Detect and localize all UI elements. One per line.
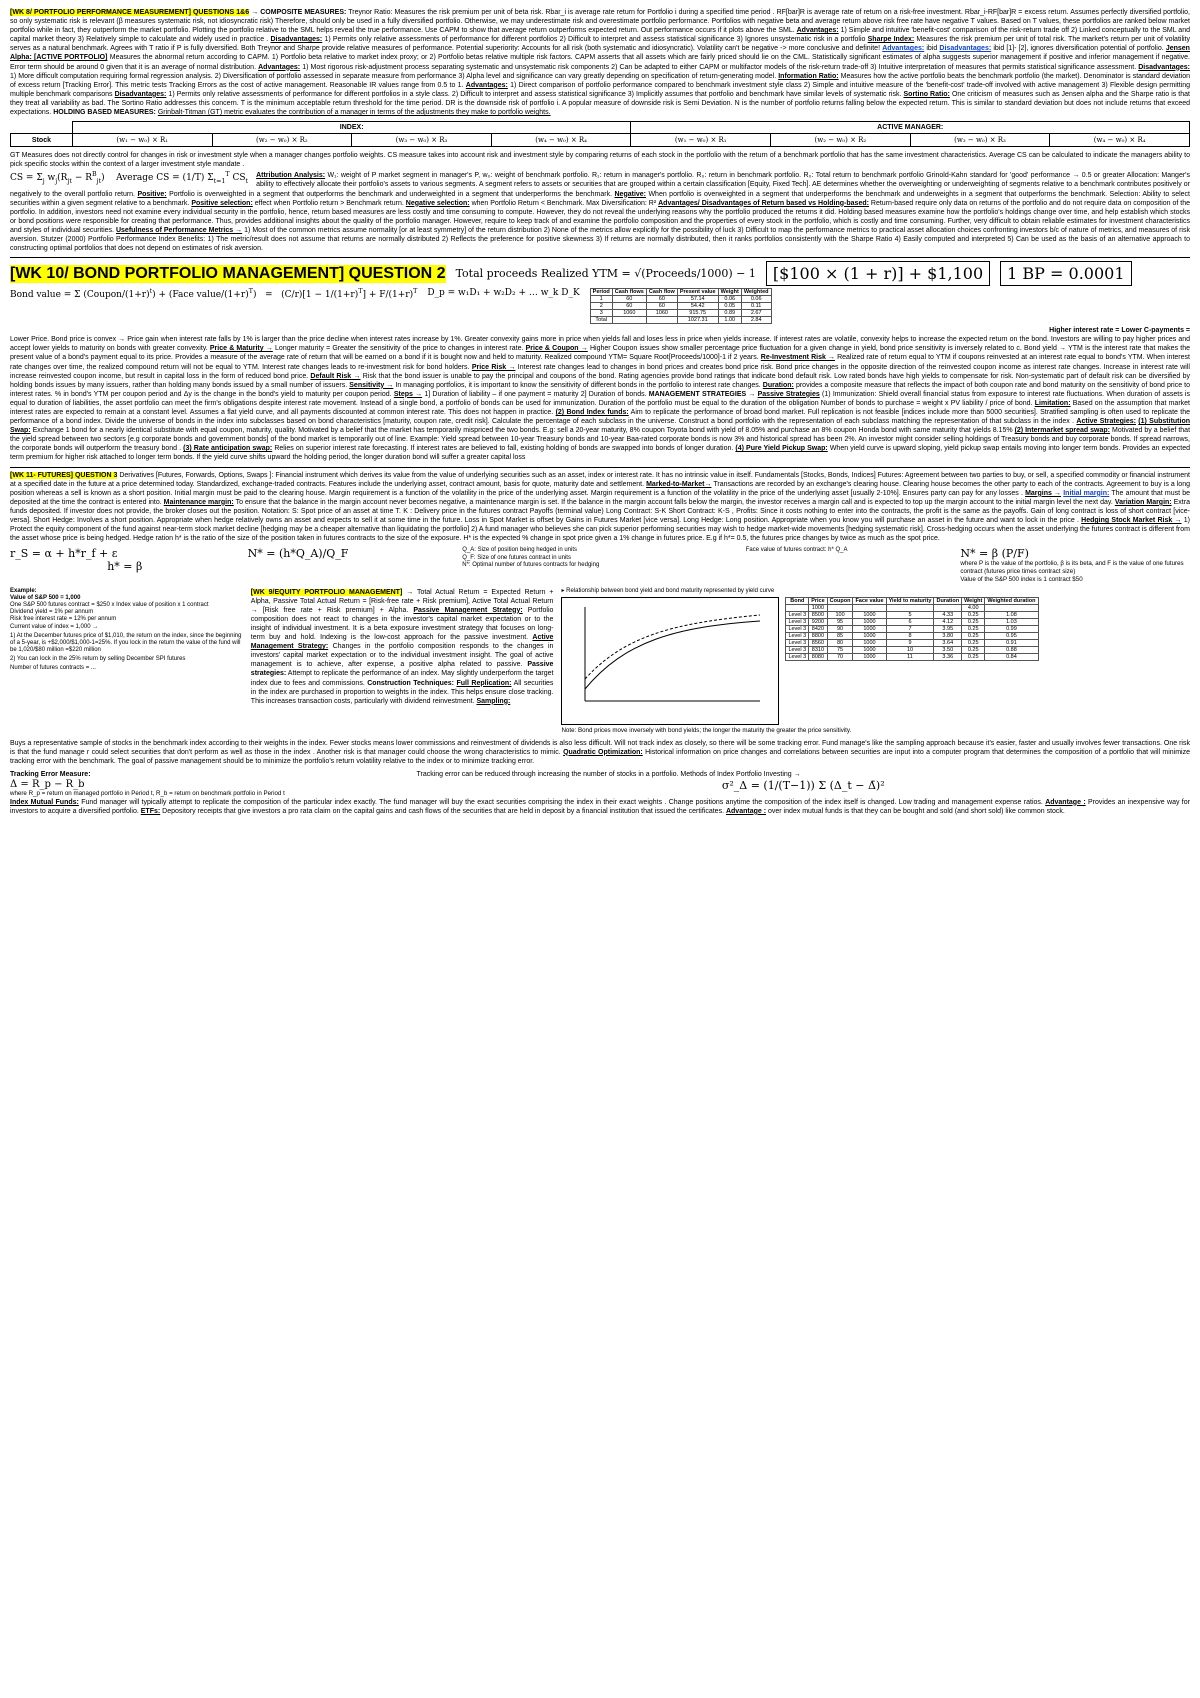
cell: 90 <box>827 625 853 632</box>
cell: 0.25 <box>962 625 985 632</box>
attribution-label: Attribution Analysis: <box>256 172 326 180</box>
cell: 1.08 <box>985 611 1038 618</box>
index-cell-3: (w₃ − w₀) × R₃ <box>352 134 492 147</box>
price-risk-body: Interest rate changes lead to changes in bond prices and creates bond price risk. Bond price changes in the opposite direction of the reinvested coupon income as interest rate changes. Increase in interest rate will increase reinvested coupon income, but result in capital loss in the form of reduced bond price. <box>10 363 1190 380</box>
bond-duration-mini-table <box>590 288 772 324</box>
mini-th-3: Present value <box>677 289 718 296</box>
yield-curve-panel <box>561 588 1190 735</box>
cell: 4.12 <box>934 618 962 625</box>
section-attribution <box>10 151 1190 253</box>
sampling-continuation <box>10 739 1190 766</box>
footer-block <box>10 798 1190 816</box>
cell <box>853 604 886 611</box>
advantage2-label: Advantage : <box>725 807 767 815</box>
sortino-label: Sortino Ratio: <box>903 90 950 98</box>
cell: 5 <box>886 611 934 618</box>
cell: 60 <box>646 303 677 310</box>
pure-yield-swap-label: (4) Pure Yield Pickup Swap: <box>735 445 828 453</box>
cell: 1.03 <box>985 618 1038 625</box>
table-row <box>590 310 771 317</box>
price-risk-label: Price Risk → <box>471 363 516 371</box>
cell: 2.84 <box>741 317 771 324</box>
rate-anticipation-swap-label: (3) Rate anticipation swap: <box>183 445 273 453</box>
initial-margin-body: The amount that must be deposited at the time the contract is entered into. <box>10 489 1190 506</box>
cell: 3.50 <box>934 646 962 653</box>
divider-1 <box>10 257 1190 258</box>
attribution-body: W₁: weight of P market segment in manager's P, w₀: weight of benchmark portfolio. R₁: return in manager's portfolio. R₀: return in benchmark portfolio. R₀: Total return to benchmark portfolio Grinold-Kahn standard for 'good' performance → 0.5 or greater Allocation: Manger's ability to effectively allocate their portfolio's assets to various segments. A segment refers to assets or securities that are grouped within a certain classification [Equity, Fixed Tech]. AE determines whether the overweighting or underweighting of segments relative to a benchmark contributes positively or negatively to the overall portfolio return. <box>10 172 1190 198</box>
disadvantages1: 1) Permits only relative assessments of performance for different portfolios 2) Difficult to interpret and assess statistical significance 3) Ignores unsystematic risk in a portfolio <box>324 36 866 44</box>
steps-body: 1] Duration of liability – if one payment = maturity 2] Duration of bonds. <box>424 390 647 398</box>
section5-intro: → Total Actual Return = Expected Return + Alpha, Passive Total Actual Return = [Risk-free rate + Risk premium], Active Total Actual Return → [Risk free rate + Risk premium] + Alpha. <box>250 588 554 614</box>
active-mgmt-label: Active Management Strategy: <box>250 634 554 651</box>
nbeta-where: where P is the value of the portfolio, β is its beta, and F is the value of one futures contract (futures price times contract size) <box>960 560 1184 576</box>
cell: 0.25 <box>962 646 985 653</box>
example-note-2: 2) You can lock in the 25% return by selling December SPI futures <box>10 656 186 663</box>
variation-margin-body: Extra funds deposited. If investor does not provide, the broker closes out the position. Notation: S: Spot price of an asset at time T. K : Delivery price in the futures contract Payoffs (terminal value) Long Contract: S-K Short Contract: K-S , Profits: Since it costs nothing to enter into the contracts, the profit is the same as the payoffs. Gain of long contract is loss of short contract [vice-versa]. Short Hedge: Involves a short position. Appropriate when hedge relatively owns an asset and expects to sell it at some time in the future. Loss in Spot Market is offset by Gains in Futures Market [vice versa]. Long Hedge: Long position. Appropriate when you know you will purchase an asset in the future and want to lock in the price . <box>10 498 1190 525</box>
info-ratio-body: Measures how the active portfolio beats the benchmark portfolio (the market). Denominator is standard deviation of excess return [Tracking Error]. This metric tests Tracking Errors as the cost of active management. Reasonable IR values range from 0.5 to 1. <box>10 72 1190 89</box>
cell: 0.25 <box>962 653 985 660</box>
reinvestment-label: Re-Investment Risk → <box>760 354 835 362</box>
example-line-1: Dividend yield = 1% per annum <box>10 609 94 616</box>
cell <box>646 317 677 324</box>
table-row <box>786 618 1038 625</box>
cell: 0.25 <box>962 618 985 625</box>
cell: 0.95 <box>985 632 1038 639</box>
cell: 8310 <box>809 646 827 653</box>
table-row <box>590 303 771 310</box>
cell: 1060 <box>612 310 646 317</box>
section1-arrow-label: → COMPOSITE MEASURES: <box>251 9 347 16</box>
portfolio-duration-formula: D_p = w₁D₁ + w₂D₂ + … w_k D_K <box>427 288 580 299</box>
divider-2 <box>10 467 1190 468</box>
bullet-icon: ▸ <box>561 587 567 594</box>
cell: 60 <box>612 303 646 310</box>
positive-selection-label: Positive selection: <box>191 199 253 207</box>
cell: Level 3 <box>786 611 809 618</box>
cell: 57.14 <box>677 296 718 303</box>
cell: 1000 <box>853 646 886 653</box>
jensen-body: Measures the abnormal return according to CAPM. 1) Portfolio beta relative to market index proxy; or 2) Portfolio betas relative multiple risk factors. CAPM asserts that all assets which are fairly priced should lie on the CML. Statistically significant estimates of alpha suggests superior management if positive and inferior management if negative. Error term should be around 0 given that it is an average of normal distribution. <box>10 54 1190 71</box>
disadvantages3-label: Disadvantages: <box>1138 63 1190 71</box>
yc-th-2: Coupon <box>827 597 853 604</box>
yield-curve-caption: Note: Bond prices move inversely with bond yields; the longer the maturity the greater the price sensitivity. <box>561 726 852 734</box>
etf-label: ETFs: <box>140 807 161 815</box>
price-coupon-body: Higher Coupon issues show smaller percentage price fluctuation for a given change in yield, bond price sensitivity is inversely related to c. Bond yield → YTM is the interest rate that makes the present value of a bond's payment equal to its price. Provides a measure of the average rate of return that will be earned on a bond if it is bought now and held to maturity. Realized compound YTM= Square Root[Proceeds/1000]-1 if 2 years. <box>10 345 1190 362</box>
qa-definition: Q_A: Size of position being hedged in units <box>462 547 577 554</box>
positive-body: Portfolio is overweighted in a segment that outperforms the benchmark and underweighted in a segment that underperforms the benchmark. <box>169 190 613 198</box>
cell: Level 3 <box>786 625 809 632</box>
example-note-1: 1) At the December futures price of $1,010, the return on the index, since the beginning of a 5-year, is +$2,000/$1,000-1=25%. If you lock in the return the value of the fund will be 1,020/$80 million =$220 million <box>10 632 242 654</box>
nstar-formula: N* = (h*Q_A)/Q_F <box>247 547 349 561</box>
table-row <box>590 296 771 303</box>
cell: 2.67 <box>741 310 771 317</box>
active-mgmt-body: Changes in the portfolio composition responds to the changes in investors' capital market expectation or to the individual investment insight. The goal of active management is to achieve, after expense, a positive alpha related to passive. <box>250 643 554 669</box>
n-definition: N*: Optimal number of futures contracts for hedging <box>462 561 600 568</box>
cell <box>827 604 853 611</box>
intermarket-swap-body: Motivated by a belief that the yield spread between two sectors [e.g corporate bonds and government bonds] of the bond market is temporarily out of line. Example: Yield spread between 10-year Treasury bonds and 10-year Baa-rated corporate bonds is now 3% and historical spread has been 2%. An investor might consider selling holdings of Treasury bonds and buy corporate bonds. If spread narrows, the corporate bonds will outperform the treasury bond . <box>10 427 1191 453</box>
cell: Level 3 <box>786 653 809 660</box>
hstar-formula: h* = β <box>107 560 143 574</box>
cell: 3 <box>590 310 612 317</box>
section3-heading: [WK 10/ BOND PORTFOLIO MANAGEMENT] QUESTION 2 <box>10 264 446 282</box>
futures-example-column <box>10 588 243 673</box>
active-cell-2: (w₂ − w₀) × R₂ <box>771 134 911 147</box>
advantages4-label: Advantages: <box>465 81 508 89</box>
negative-body: When portfolio is overweighted in a segment that underperforms the benchmark and underweights in a segment that outperforms the benchmark. Selection: Ability to select securities within a given segment relative to a benchmark. <box>10 190 1190 207</box>
cell: 1000 <box>809 604 827 611</box>
duration-label: Duration: <box>762 381 794 389</box>
cell: 1000 <box>853 625 886 632</box>
bond-index-funds-label: (2) Bond Index funds: <box>555 409 629 416</box>
cell: 3.80 <box>934 632 962 639</box>
index-mutual-funds-label: Index Mutual Funds: <box>10 798 79 806</box>
disadvantages4: 1) Permits only relative assessments of performance for different portfolios in a style class. 2) Difficult to interpret and assess statistical significance 3) Implicitly assumes that portfolio and benchmark have similar levels of systematic risk. <box>168 90 902 98</box>
futures-formula-row <box>10 547 1190 583</box>
cell <box>612 317 646 324</box>
holding-body: Grinbalt-Titman (GT) metric evaluates the contribution of a manager in terms of the adjustments they make to portfolio weights. <box>157 109 551 117</box>
index-header: INDEX: <box>72 122 631 134</box>
index-active-table <box>10 121 1190 147</box>
construction-label: Construction Techniques: <box>367 679 454 687</box>
yield-curve-bullet: Relationship between bond yield and bond maturity represented by yield curve <box>566 587 775 594</box>
table-row <box>786 639 1038 646</box>
table-row <box>786 653 1038 660</box>
cell: 2 <box>590 303 612 310</box>
mini-th-1: Cash flows <box>612 289 646 296</box>
default-risk-body: Risk that the bond issuer is unable to pay the principal and coupons of the bond. Rating agencies provide bond ratings that indicate bond default risk. Low rated bonds have high yields to compensate for risk. Non-systematic part of default risk can be diversified by holding bonds issues by many issuers, rather than holding many bonds issued by a small number of issuers. <box>10 372 1190 389</box>
mini-th-5: Weighted <box>741 289 771 296</box>
reinvestment-body: Realized rate of return equal to YTM if coupons reinvested at an interest rate equal to bond's YTM. When interest rate changes over time, the realized compound return will not be equal to YTM. Interest rate changes leads to re-investment risk for bond holders. <box>10 354 1190 371</box>
cell: 1027.31 <box>677 317 718 324</box>
mtm-label: Marked-to-Market→ <box>646 480 712 488</box>
cell: 80 <box>827 639 853 646</box>
cell: 915.75 <box>677 310 718 317</box>
cell: 0.84 <box>985 653 1038 660</box>
sensitivity-body: In managing portfolios, it is important to know the sensitivity of different bonds in the portfolio to interest rate changes. <box>395 381 761 389</box>
face-value-definition: Face value of futures contract: h* Q_A <box>745 547 848 554</box>
cell: 6 <box>886 618 934 625</box>
advantages1: 1) Simple and intuitive 'benefit-cost' comparison of the risk-return trade off 2) Linked conceptually to the SML and capital market theory 3) Relatively simple to calculate and widely used in practice . <box>10 27 1190 44</box>
disadvantages3: 1) More difficult computation requiring formal regression analysis. 2) Diversification of portfolio assessed in separate measure from performance 3) Alpha level and significance can vary greatly depending on specification of return-generating model. <box>10 72 777 80</box>
bp-box: 1 BP = 0.0001 <box>1000 261 1131 286</box>
disadvantages2-label: Disadvantages: <box>939 45 992 53</box>
cs-formula: CS = $\Sigma_j$ $w_j(R_{jt} - R^B_{jt})$ Average CS = (1/T) $\Sigma_{t=1}^T$ $CS_t$ <box>10 171 249 186</box>
tracking-error-formula-1: Δ = R_p − R_b <box>10 778 85 790</box>
passive-mgmt-body: Portfolio composition does not react to changes in the investor's capital market expectation or to the insight of individual investment. It is a beta exposure investment strategy that focuses on long-term buy and hold. Indexing is the low-cost approach for the passive investment. <box>250 606 554 642</box>
section-bond-portfolio <box>10 261 1190 462</box>
cell: Level 3 <box>786 639 809 646</box>
cell: 7 <box>886 625 934 632</box>
cell: 0.11 <box>741 303 771 310</box>
yc-th-3: Face value <box>853 597 886 604</box>
cell: 70 <box>827 653 853 660</box>
table-row <box>786 625 1038 632</box>
active-cell-3: (w₃ − w₀) × R₃ <box>910 134 1050 147</box>
passive-strategies-label: Passive Strategies <box>757 390 820 398</box>
maintenance-margin-body: To ensure that the balance in the margin account never becomes negative, a maintenance margin is set. If the balance in the margin account falls below the margin, the investor receives a margin call and is expected to top up the margin account to the initial margin level the next day. <box>235 498 1113 506</box>
variation-margin-label: Variation Margin: <box>1114 498 1172 506</box>
disadvantages1-label: Disadvantages: <box>270 36 323 44</box>
passive-strategies2-label: Passive strategies: <box>250 661 554 678</box>
tracking-error-note: where R_p = return on managed portfolio in Period t, R_b = return on benchmark portfolio in Period t <box>10 789 285 797</box>
active-cell-4: (w₄ − w₀) × R₄ <box>1050 134 1190 147</box>
margins-label: Margins → <box>1025 489 1062 497</box>
table-row <box>590 317 771 324</box>
weights-table <box>10 121 1190 147</box>
info-ratio-label: Information Ratio: <box>778 72 839 80</box>
advantage2-body: over index mutual funds is that they can be bought and sold (and short sold) like common stock. <box>767 807 1065 815</box>
cell: Level 3 <box>786 632 809 639</box>
tracking-error-formula-2: σ²_Δ = (1/(T−1)) Σ (Δ_t − Δ̄)² <box>721 778 885 792</box>
sampling-label: Sampling: <box>476 697 511 705</box>
tracking-footer-text: Tracking error can be reduced through increasing the number of stocks in a portfolio. Methods of Index Portfolio Investing → <box>416 770 801 778</box>
quadratic-body: Historical information on price changes and correlations between securities are input into a computer program that determines the composition of a portfolio that will minimize tracking error with the benchmark. The goal of passive management should be to minimize the portfolio's return volatility relative to the index or to minimize tracking error. <box>10 748 1190 765</box>
mini-th-0: Period <box>590 289 612 296</box>
cell: Level 3 <box>786 646 809 653</box>
cell: 0.05 <box>718 303 741 310</box>
cell: 9 <box>886 639 934 646</box>
cell: 10 <box>886 646 934 653</box>
cell <box>985 604 1038 611</box>
substitution-swap-body: Exchange 1 bond for a nearly identical substitute with equal coupon, maturity, quality. Motivated by a belief that the market has temporarily mispriced the two bonds. E.g: sell a 20-year maturity, 8% coupon Toyota bond with yield of 8.05% and purchase an 8% coupon Honda bond with same maturity that yields 8.15% <box>32 427 1013 435</box>
cell: 9200 <box>809 618 827 625</box>
coupon-note: Higher interest rate = Lower C-payments = <box>1049 327 1190 335</box>
example-line-0: One S&P 500 futures contract = $250 x Index value of position x 1 contract <box>10 601 209 608</box>
table-row <box>786 646 1038 653</box>
cell: 0.88 <box>985 646 1038 653</box>
etf-body: Depository receipts that give investors a pro rata claim on the capital gains and cash flows of the securities that are held in deposit by a financial institution that issued the certificates. <box>162 807 725 815</box>
adv-dis-body: Return-based require only data on returns of the portfolio and do not require data on composition of the portfolio. In addition, investors need not examine every individual security in the portfolio, hence, return based measures are less costly and time consuming to compute. However, they do not reveal the underlying reasons why the portfolio produced the returns it did. Holding based measures examine how the portfolio's holdings change over time, and help establish which stocks or bond positions were responsible for creating that performance. Thus, provides additional insights about the quality of the portfolio manager. However, require to keep track of and examine the portfolio composition and the properties of every stock in the portfolio, which is costly and time consuming. Further, very difficult to obtain reliable estimates for investment characteristics and styles of individual securities. <box>10 199 1190 234</box>
sortino-body: One criticism of measures such as Jensen alpha and the Sharpe ratio is that they treat all variability as bad. The Sortino Ratio addresses this concern. T is the minimum acceptable return threshold for the time period. DR is the downside risk of portfolio i. A popular measure of downside risk is Semi Deviation. N is the number of portfolio returns falling below the expected return. This is similar to standard deviation but does not include returns that exceed expectations. <box>10 90 1190 117</box>
cell: 75 <box>827 646 853 653</box>
usefulness-label: Usefulness of Performance Metrics → <box>115 226 243 234</box>
index-cell-2: (w₂ − w₀) × R₂ <box>212 134 352 147</box>
cell: 3.64 <box>934 639 962 646</box>
example-note-3: Number of futures contracts = ... <box>10 665 96 672</box>
cell: 8500 <box>809 611 827 618</box>
section-equity-portfolio <box>251 588 554 707</box>
cell: 3.95 <box>934 625 962 632</box>
index-mutual-funds-body: Fund manager will typically attempt to replicate the composition of the particular index exactly. The fund manager will buy the exact securities comprising the index in their exact weights . Change positions anytime the composition of the index itself is changed. Low trading and management expense ratios. <box>81 798 1043 806</box>
quadratic-label: Quadratic Optimization: <box>563 748 643 756</box>
section4-body: Derivatives [Futures, Forwards, Options, Swaps ]: Financial instrument which derives its value from the value of underlying securities such as an asset, index or interest rate. It has no intrinsic value in itself. Fundamentals [Stocks, Bonds, Indices] Futures: Agreement between two parties to buy, or sell, a specified commodity or financial instrument at a specified date in the future at a price determined today. Standardized, exchange-traded contracts. Features include the underlying asset, contract amount, basis for quote, maturity date and settlement. <box>10 471 1190 488</box>
active-header: ACTIVE MANAGER: <box>631 122 1190 134</box>
section1-body1: Treynor Ratio: Measures the risk premium per unit of beta risk. Rbar_i is average rate return for Portfolio i during a specified time period . RF[bar]R is average rate of return on a risk-free investment. Rbar_i-RF[bar]R = excess return. Assumes perfectly diversified portfolio, so only systematic risk is relevant (β measures systematic risk, not idiosyncratic risk) Therefore, should only be used in a fully diversified portfolio. Otherwise, we may underestimate risk and overestimate portfolio performance. Portfolios with negative beta and average return above risk free rate have negative T values. Based on T values, these portfolios are ranked below market portfolio while in fact, they outperform the market portfolio. Plotting the portfolio relative to the SML helps reveal the true performance. Use CAPM to show that average return outperforms expected return. Out performance occurs if it plots above the SML. <box>10 9 1190 35</box>
yc-th-5: Duration <box>934 597 962 604</box>
jensen-label: Jensen Alpha: [ACTIVE PORTFOLIO] <box>10 45 1190 62</box>
sharpe-label: Sharpe Index: <box>867 36 915 44</box>
cell: 0.99 <box>985 625 1038 632</box>
cell: 0.25 <box>962 611 985 618</box>
section4-heading: [WK 11- FUTURES] QUESTION 3 <box>10 471 118 479</box>
mini-th-2: Cash flow <box>646 289 677 296</box>
cashflow-box: [$100 × (1 + r)] + $1,100 <box>766 261 990 286</box>
tracking-error-label: Tracking Error Measure: <box>10 770 91 778</box>
cell: 1000 <box>853 618 886 625</box>
cell: 0.25 <box>962 639 985 646</box>
example-label: Example: <box>10 587 37 594</box>
cell: 8560 <box>809 639 827 646</box>
full-replication-body: All securities in the index are purchased in proportion to weights in the index. This helps ensure close tracking. This increases transaction costs, particularly with dividend reinvestment. <box>250 679 554 705</box>
advantage-body: Provides an inexpensive way for investors to acquire a diversified portfolio. <box>10 798 1190 815</box>
price-maturity-body: Longer maturity = Greater the sensitivity of the price to changes in interest rate. <box>275 345 524 353</box>
initial-margin-label: Initial margin: <box>1063 489 1110 497</box>
cell: 1 <box>590 296 612 303</box>
example-title: Value of S&P 500 = 1,000 <box>10 594 81 601</box>
cell: 0.06 <box>741 296 771 303</box>
cell: 60 <box>612 296 646 303</box>
index-cell-4: (w₄ − w₀) × R₄ <box>491 134 631 147</box>
limitation-label: Limitation: <box>1034 399 1071 407</box>
hedging-body: 1) Protect the equity component of the fund against near-term stock market decline [hedging may be a cheaper alternative than liquidating the portfolio] 2) A fund manager who believes she can pick superior performing securities may wish to hedge market-wide movements [hedging systematic risk]. Cross-hedging occurs when the asset underlying the futures contract is different from the asset whose price is being hedged. Hedge ration h* is the ratio of the size of the position taken in futures contracts to the size of the exposure. H* is the expected % change in spot price given a 1% change in futures price. E.g if h*= 0.5, the futures price changes by twice as much as the spot price. <box>10 517 1190 543</box>
usefulness-body: 1) Most of the common metrics assume normality [or at least symmetry] of the return distribution 2) None of the metrics allow explicitly for the possibility of luck 3) Difficult to map the performance metrics to practical asset allocation choices confronting investors b/c of nature of metrics, and measures of risk aversion. Stutzer (2000) Portfolio Performance Index Benefits: 1) The metric/result does not assume that returns are normally distributed 2) Reflects the preference for positive skewness 3) If returns are normally distributed, then it ranks portfolios consistently with the Sharpe Ratio 4) Easily computed and interpreted 5) Can be used as the basis of an alternative approach to constructing optimal portfolios that does not depend on estimates of risk aversion. <box>10 226 1190 253</box>
cell: 0.06 <box>718 296 741 303</box>
section3-body: Lower Price. Bond price is convex → Price gain when interest rate falls by 1% is larger than the price decline when interest rates increase by 1%. Greater convexity gains more in price when yields fall and loses less in price when yields increase. If interest rates are volatile, convexity helps to increase the expected return on the bond. Investors are willing to pay higher prices and accept lower yields to maturity on bonds with greater convexity. <box>10 336 1190 353</box>
cell: 60 <box>646 296 677 303</box>
cell: 1060 <box>646 310 677 317</box>
yield-curve-svg <box>565 601 765 713</box>
cell: 54.42 <box>677 303 718 310</box>
positive-label: Positive: <box>137 190 167 198</box>
cell: 1000 <box>853 639 886 646</box>
bond-value-formula: Bond value = Σ $(Coupon/(1+r)^t)$ + (Face value/$(1+r)^T) = (C/r)[1 - 1/(1+r)^T] + F/(1+r)^T$ <box>10 288 418 301</box>
advantages1-label: Advantages: <box>796 27 839 35</box>
sharpe-body: Measures the risk premium per unit of total risk. The market's return per unit of volatility serves as a natural benchmark. Agrees with T ratio if P is fully diversified. Both Treynor and Sharpe provide relative measures of performance. Potential superiority: Accounts for all risk (both systematic and idiosyncratic). Volatility can't be negative -> more conclusive and definite! <box>10 36 1190 53</box>
section-portfolio-performance <box>10 8 1190 117</box>
section-futures <box>10 471 1190 544</box>
adv-dis-label: Advantages/ Disadvantages of Return based vs Holding-based: <box>658 199 869 207</box>
bond-yield-table <box>785 597 1038 661</box>
substitution-swap-label: (1) Substitution Swap: <box>10 418 1191 435</box>
sp-index-note: Value of the S&P 500 index is 1 contract $50 <box>960 575 1083 583</box>
section2-intro: GT Measures does not directly control for changes in risk or investment style when a manager changes portfolio weights. CS measure takes into account risk and investment style by comparing returns of each stock in the portfolio with the return of a benchmark portfolio that has the same investment characteristics. Average CS can be calculated to indicate the managers ability to pick specific stocks within the context of a larger investment style mandate . <box>10 152 1190 169</box>
sensitivity-label: Sensitivity → <box>349 381 394 389</box>
passive-strategies2-body: Attempt to replicate the performance of an index. May slightly underperform the target index due to fees and commissions. <box>250 670 554 687</box>
negative-selection-label: Negative selection: <box>405 199 470 207</box>
mini-th-4: Weight <box>718 289 741 296</box>
cell <box>886 604 934 611</box>
cell: 8420 <box>809 625 827 632</box>
hedging-label: Hedging Stock Market Risk → <box>1081 517 1182 525</box>
advantages3: 1) Most rigorous risk-adjustment process separating systematic and unsystematic risk components 2) Can be adapted to either CAPM or multifactor models of the risk-return trade-off 3) Intuitive interpretation of measures that permits statistical significance assessment. <box>302 63 1137 71</box>
negative-selection-body: when Portfolio Return < Benchmark. Max Diversification: R² <box>471 199 657 207</box>
cell: 0.91 <box>985 639 1038 646</box>
index-cell-1: (w₁ − w₀) × R₁ <box>72 134 212 147</box>
lower-columns <box>10 588 1190 735</box>
full-replication-label: Full Replication: <box>456 679 512 687</box>
positive-selection-body: effect when Portfolio return > Benchmark return. <box>254 199 404 207</box>
yc-th-4: Yield to maturity <box>886 597 934 604</box>
bond-index-funds-body: Aim to replicate the performance of broad bond market. Full replication is not feasible [indices include more than 5000 securities]. Stratified sampling is often used to replicate the performance of a bond index. Divide the universe of bonds in the index into subclasses based on bond characteristics [maturity, coupon rate, credit risk]. Calculate the percentage of each subclass in the universe. Construct a bond portfolio with the representation of each subclass matching the representation of that subclass in the index . <box>10 409 1190 426</box>
yc-th-1: Price <box>809 597 827 604</box>
row-label-stock: Stock <box>11 134 73 147</box>
yc-th-6: Weight <box>962 597 985 604</box>
tracking-error-row <box>10 770 1190 798</box>
holding-label: HOLDING BASED MEASURES: <box>53 109 156 117</box>
price-maturity-label: Price & Maturity → <box>209 345 273 353</box>
cell: 1.00 <box>718 317 741 324</box>
table-row <box>786 611 1038 618</box>
default-risk-label: Default Risk → <box>310 372 361 380</box>
cell: 1000 <box>853 653 886 660</box>
proceeds-equation: Total proceeds Realized YTM = √(Proceeds/1000) − 1 <box>455 267 756 281</box>
cell: 3.36 <box>934 653 962 660</box>
cell <box>934 604 962 611</box>
cell <box>786 604 809 611</box>
cell: 8 <box>886 632 934 639</box>
yc-th-7: Weighted duration <box>985 597 1038 604</box>
cell: 1000 <box>853 611 886 618</box>
table-row <box>786 632 1038 639</box>
limitation-body: Based on the assumption that market interest rates are expected to remain at a constant level. Assumes a flat yield curve, and all payments discounted at common interest rate. This does not happen in practice. <box>10 399 1190 416</box>
disadvantages4-label: Disadvantages: <box>114 90 167 98</box>
mgmt-strategies-label: MANAGEMENT STRATEGIES → <box>648 390 756 398</box>
cell: 8080 <box>809 653 827 660</box>
nbeta-formula: N* = β (P/F) <box>960 547 1029 561</box>
cell: Level 3 <box>786 618 809 625</box>
yield-curve-chart <box>561 597 779 725</box>
qf-definition: Q_F: Size of one futures contract in units <box>462 554 571 561</box>
mtm-body: Transactions are recorded by an exchange's clearing house. Clearing house becomes the other party to each of the contracts. Agreement to buy is a long position whereas a sell is known as a short position. Initial margin must be paid to the clearing house. Margin requirement is a function of the volatility in the price of the underlying asset. Margin requirement is a function of the volatility in the price of the underlying asset [usually 2-10%]. Ensures party can pay for any losses . <box>10 480 1190 497</box>
example-line-2: Risk free interest rate = 12% per annum <box>10 616 117 623</box>
cell: Total <box>590 317 612 324</box>
active-strategies-label: Active Strategies: <box>1076 418 1136 426</box>
cell: 0.25 <box>962 632 985 639</box>
cell: 95 <box>827 618 853 625</box>
intermarket-swap-label: (2) Intermarket spread swap: <box>1014 427 1111 435</box>
advantage-label: Advantage : <box>1045 798 1086 806</box>
section1-heading: [WK 8/ PORTFOLIO PERFORMANCE MEASUREMENT] QUESTIONS 1&6 <box>10 9 250 16</box>
example-line-3: Current value of index = 1,000 → <box>10 623 99 630</box>
rate-anticipation-swap-body: Relies on superior interest rate forecasting. If interest rates are believed to fall, existing holding of bonds are swapped into bonds of longer duration. <box>274 445 734 453</box>
maintenance-margin-label: Maintenance margin: <box>163 498 234 506</box>
passive-mgmt-label: Passive Management Strategy: <box>413 606 523 614</box>
cell: 100 <box>827 611 853 618</box>
advantages4: 1) Direct comparison of portfolio performance compared to benchmark investment style class 2) Simple and intuitive measure of the 'benefit-cost' trade-off involved with active management 3) Flexible design permitting multiple benchmark comparisons <box>10 81 1190 98</box>
duration-body: provides a composite measure that reflects the impact of both coupon rate and bond maturity on the sensitivity of bond price to interest rates. % in bond's YTM per coupon period and Δy is the change in the bond's yield to maturity per coupon period. <box>10 381 1191 398</box>
price-coupon-label: Price & Coupon → <box>525 345 588 353</box>
cell: 1000 <box>853 632 886 639</box>
negative-label: Negative: <box>614 190 647 198</box>
pure-yield-swap-body: When yield curve is upward sloping, yield pickup swap entails moving into longer term bonds. Provides an expected term premium for higher risk attached to longer term bonds. If the yield curve shifts upward the holding period, the longer duration bond will suffer a greater capital loss <box>10 445 1190 462</box>
section5-heading: [WK 9/EQUITY PORTFOLIO MANAGEMENT] <box>250 588 403 596</box>
disadvantages2: ibid [1]- [2], ignores diversification potential of portfolio. <box>993 45 1164 53</box>
advantages2-label: Advantages: <box>882 45 925 53</box>
regression-formula: r_S = α + h*r_f + ε <box>10 547 118 561</box>
advantages2: ibid <box>926 45 938 53</box>
sampling-body: Buys a representative sample of stocks in the benchmark index according to their weights in the index. Fewer stocks means lower commissions and reinvestment of dividends is also less difficult. Will not track index as closely, so there will be some tracking error. Fund manage's like the sampling approach because it's easier, faster and usually involves fewer transactions. One risk is that the fund manage r could select securities that don't perform as well as those in the index . Another risk is that manager could choose the wrong characteristics to mimic. <box>10 739 1190 756</box>
cell: 11 <box>886 653 934 660</box>
steps-label: Steps → <box>393 390 423 398</box>
cell: 8800 <box>809 632 827 639</box>
cell: 4.00 <box>962 604 985 611</box>
active-cell-1: (w₁ − w₀) × R₁ <box>631 134 771 147</box>
passive-strategies-body: (1) Immunization: Shield overall financial status from exposure to interest rate fluctuations. When duration of assets is equal to duration of liabilities, the asset portfolio can meet the firm's obligations despite interest rate movement. Instead of a single bond, a portfolio of bonds can be used for immunization. Duration of the portfolio must be equal to the duration of the obligation Number of bonds to purchase = weight x PV liability / price of bond. <box>10 390 1190 407</box>
cell: 4.33 <box>934 611 962 618</box>
table-row <box>786 604 1038 611</box>
cell: 0.89 <box>718 310 741 317</box>
advantages3-label: Advantages: <box>258 63 301 71</box>
cell: 85 <box>827 632 853 639</box>
yc-th-0: Bond <box>786 597 809 604</box>
